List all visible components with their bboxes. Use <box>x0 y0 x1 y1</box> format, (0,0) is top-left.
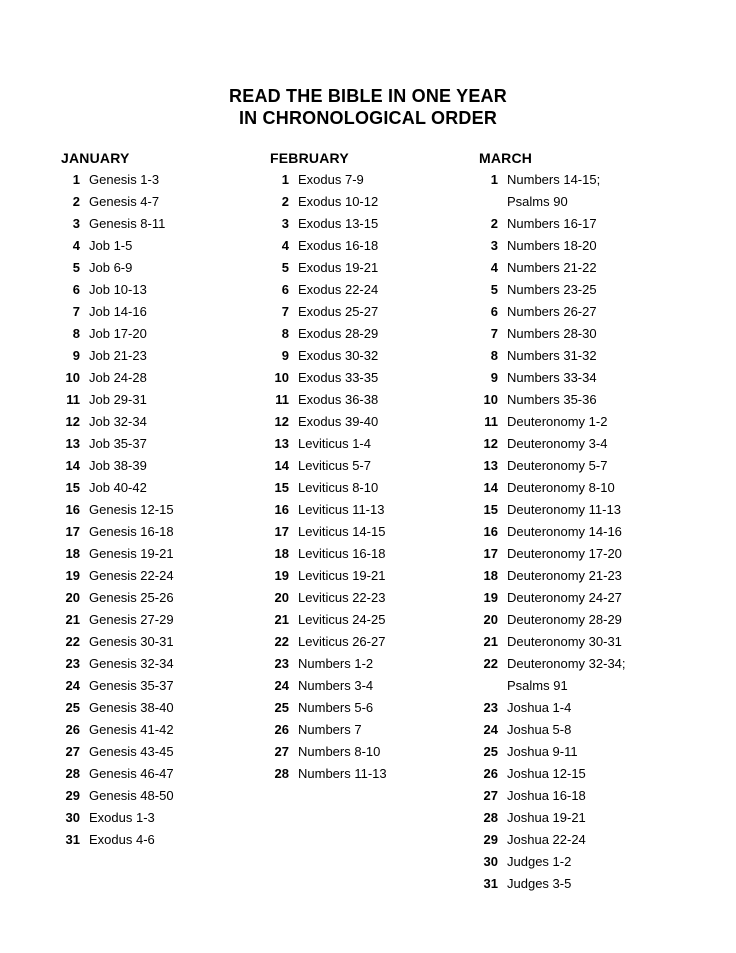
reading-row <box>270 587 476 609</box>
month-header: MARCH <box>479 150 533 166</box>
reading-row <box>61 279 267 301</box>
reading-row <box>479 477 685 499</box>
reading-row <box>479 499 685 521</box>
reading-row <box>479 609 685 631</box>
reading-row <box>61 521 267 543</box>
reading-row <box>61 763 267 785</box>
reading-text: Psalms 91 <box>507 678 568 693</box>
day-number: 28 <box>483 810 498 825</box>
month-column-january <box>61 147 267 851</box>
day-number: 11 <box>275 392 289 407</box>
reading-row <box>61 169 267 191</box>
day-number: 2 <box>490 216 498 231</box>
day-number: 11 <box>484 414 498 429</box>
reading-text: Exodus 7-9 <box>298 172 364 187</box>
reading-text: Deuteronomy 24-27 <box>507 590 622 605</box>
reading-text: Exodus 10-12 <box>298 194 379 209</box>
reading-row <box>479 367 685 389</box>
day-number: 23 <box>274 656 289 671</box>
day-number: 31 <box>65 832 80 847</box>
day-number: 29 <box>65 788 80 803</box>
reading-text: Genesis 19-21 <box>89 546 174 561</box>
reading-text: Job 21-23 <box>89 348 147 363</box>
day-number: 12 <box>274 414 289 429</box>
reading-row <box>61 741 267 763</box>
day-number: 13 <box>483 458 498 473</box>
reading-text: Job 6-9 <box>89 260 133 275</box>
day-number: 17 <box>65 524 80 539</box>
reading-text: Job 17-20 <box>89 326 147 341</box>
day-number: 1 <box>281 172 289 187</box>
day-number: 19 <box>483 590 498 605</box>
reading-row <box>270 521 476 543</box>
reading-row <box>270 609 476 631</box>
reading-text: Job 38-39 <box>89 458 147 473</box>
reading-row <box>61 785 267 807</box>
day-number: 20 <box>483 612 498 627</box>
reading-text: Genesis 27-29 <box>89 612 174 627</box>
reading-row <box>479 785 685 807</box>
reading-text: Deuteronomy 30-31 <box>507 634 622 649</box>
reading-row <box>479 719 685 741</box>
reading-row <box>479 873 685 895</box>
reading-text: Numbers 7 <box>298 722 362 737</box>
day-number: 21 <box>274 612 289 627</box>
reading-row <box>270 323 476 345</box>
reading-row <box>270 191 476 213</box>
day-number: 25 <box>483 744 498 759</box>
reading-text: Numbers 3-4 <box>298 678 374 693</box>
reading-row <box>270 455 476 477</box>
day-number: 1 <box>490 172 498 187</box>
reading-text: Joshua 5-8 <box>507 722 572 737</box>
reading-text: Exodus 25-27 <box>298 304 379 319</box>
day-number: 14 <box>274 458 289 473</box>
reading-text: Job 1-5 <box>89 238 133 253</box>
reading-text: Exodus 30-32 <box>298 348 379 363</box>
reading-text: Genesis 16-18 <box>89 524 174 539</box>
reading-row <box>479 851 685 873</box>
reading-row <box>61 235 267 257</box>
reading-text: Job 10-13 <box>89 282 147 297</box>
month-header: FEBRUARY <box>270 150 349 166</box>
day-number: 23 <box>483 700 498 715</box>
day-number: 20 <box>274 590 289 605</box>
reading-row <box>270 411 476 433</box>
reading-text: Deuteronomy 17-20 <box>507 546 622 561</box>
reading-text: Numbers 21-22 <box>507 260 597 275</box>
reading-row <box>270 345 476 367</box>
reading-text: Deuteronomy 8-10 <box>507 480 615 495</box>
day-number: 3 <box>490 238 498 253</box>
reading-text: Leviticus 11-13 <box>298 502 385 517</box>
day-number: 5 <box>72 260 80 275</box>
reading-row <box>479 763 685 785</box>
reading-text: Leviticus 1-4 <box>298 436 371 451</box>
reading-text: Job 29-31 <box>89 392 147 407</box>
reading-text: Numbers 35-36 <box>507 392 597 407</box>
page-title <box>0 85 736 129</box>
reading-text: Job 24-28 <box>89 370 147 385</box>
day-number: 23 <box>65 656 80 671</box>
reading-row <box>270 433 476 455</box>
day-number: 3 <box>72 216 80 231</box>
reading-text: Deuteronomy 21-23 <box>507 568 622 583</box>
reading-row <box>479 455 685 477</box>
reading-row <box>61 653 267 675</box>
month-column-march <box>479 147 685 895</box>
reading-text: Numbers 23-25 <box>507 282 597 297</box>
reading-row <box>479 675 685 697</box>
reading-text: Genesis 41-42 <box>89 722 174 737</box>
reading-text: Deuteronomy 3-4 <box>507 436 608 451</box>
day-number: 5 <box>490 282 498 297</box>
reading-row <box>270 301 476 323</box>
day-number: 7 <box>72 304 80 319</box>
reading-text: Exodus 39-40 <box>298 414 379 429</box>
reading-text: Deuteronomy 5-7 <box>507 458 608 473</box>
reading-row <box>270 169 476 191</box>
reading-row <box>61 191 267 213</box>
day-number: 17 <box>483 546 498 561</box>
day-number: 15 <box>274 480 289 495</box>
month-header: JANUARY <box>61 150 130 166</box>
day-number: 8 <box>490 348 498 363</box>
day-number: 2 <box>72 194 80 209</box>
day-number: 27 <box>65 744 80 759</box>
day-number: 16 <box>274 502 289 517</box>
reading-row <box>61 411 267 433</box>
reading-text: Numbers 16-17 <box>507 216 597 231</box>
day-number: 18 <box>274 546 289 561</box>
day-number: 4 <box>490 260 498 275</box>
reading-text: Genesis 25-26 <box>89 590 174 605</box>
day-number: 25 <box>274 700 289 715</box>
day-number: 10 <box>483 392 498 407</box>
reading-text: Exodus 22-24 <box>298 282 379 297</box>
day-number: 22 <box>483 656 498 671</box>
reading-row <box>270 389 476 411</box>
day-number: 28 <box>65 766 80 781</box>
reading-row <box>61 609 267 631</box>
reading-text: Genesis 8-11 <box>89 216 166 231</box>
reading-row <box>479 301 685 323</box>
reading-text: Leviticus 16-18 <box>298 546 386 561</box>
day-number: 15 <box>483 502 498 517</box>
day-number: 12 <box>483 436 498 451</box>
reading-row <box>270 653 476 675</box>
reading-row <box>479 389 685 411</box>
day-number: 2 <box>281 194 289 209</box>
reading-row <box>479 191 685 213</box>
reading-text: Job 35-37 <box>89 436 147 451</box>
day-number: 29 <box>483 832 498 847</box>
reading-text: Joshua 19-21 <box>507 810 586 825</box>
reading-text: Joshua 1-4 <box>507 700 572 715</box>
reading-text: Job 32-34 <box>89 414 147 429</box>
day-number: 14 <box>483 480 498 495</box>
day-number: 13 <box>274 436 289 451</box>
day-number: 7 <box>490 326 498 341</box>
day-number: 8 <box>72 326 80 341</box>
reading-text: Deuteronomy 28-29 <box>507 612 622 627</box>
day-number: 19 <box>274 568 289 583</box>
day-number: 10 <box>274 370 289 385</box>
reading-text: Job 14-16 <box>89 304 147 319</box>
reading-row <box>270 235 476 257</box>
reading-row <box>61 631 267 653</box>
reading-row <box>61 829 267 851</box>
reading-text: Numbers 14-15; <box>507 172 601 187</box>
reading-row <box>479 521 685 543</box>
day-number: 8 <box>281 326 289 341</box>
reading-text: Joshua 12-15 <box>507 766 586 781</box>
day-number: 17 <box>274 524 289 539</box>
reading-row <box>270 257 476 279</box>
reading-row <box>61 345 267 367</box>
day-number: 12 <box>65 414 80 429</box>
reading-row <box>270 279 476 301</box>
reading-text: Joshua 22-24 <box>507 832 586 847</box>
reading-row <box>270 565 476 587</box>
page-title-line-2: IN CHRONOLOGICAL ORDER <box>238 108 498 128</box>
day-number: 5 <box>281 260 289 275</box>
reading-row <box>61 257 267 279</box>
reading-row <box>61 565 267 587</box>
reading-text: Genesis 48-50 <box>89 788 174 803</box>
reading-text: Deuteronomy 11-13 <box>507 502 621 517</box>
day-number: 9 <box>490 370 498 385</box>
reading-text: Genesis 43-45 <box>89 744 174 759</box>
reading-text: Judges 3-5 <box>507 876 572 891</box>
reading-row <box>61 543 267 565</box>
day-number: 18 <box>65 546 80 561</box>
reading-row <box>479 653 685 675</box>
reading-row <box>479 433 685 455</box>
day-number: 22 <box>65 634 80 649</box>
day-number: 4 <box>281 238 289 253</box>
reading-row <box>61 697 267 719</box>
day-number: 25 <box>65 700 80 715</box>
reading-row <box>270 543 476 565</box>
reading-text: Leviticus 8-10 <box>298 480 379 495</box>
day-number: 21 <box>65 612 80 627</box>
reading-row <box>61 807 267 829</box>
reading-row <box>479 257 685 279</box>
day-number: 11 <box>66 392 80 407</box>
day-number: 31 <box>483 876 498 891</box>
reading-row <box>270 697 476 719</box>
page-title-line-1: READ THE BIBLE IN ONE YEAR <box>229 86 507 106</box>
reading-text: Exodus 16-18 <box>298 238 379 253</box>
day-number: 15 <box>65 480 80 495</box>
day-number: 6 <box>490 304 498 319</box>
reading-text: Exodus 36-38 <box>298 392 379 407</box>
reading-row <box>479 543 685 565</box>
reading-text: Leviticus 22-23 <box>298 590 386 605</box>
reading-row <box>479 345 685 367</box>
day-number: 16 <box>65 502 80 517</box>
day-number: 21 <box>483 634 498 649</box>
reading-row <box>479 235 685 257</box>
reading-text: Psalms 90 <box>507 194 568 209</box>
reading-text: Exodus 19-21 <box>298 260 379 275</box>
reading-row <box>479 169 685 191</box>
reading-row <box>270 499 476 521</box>
reading-row <box>270 631 476 653</box>
reading-row <box>61 587 267 609</box>
reading-row <box>270 719 476 741</box>
reading-row <box>479 829 685 851</box>
day-number: 26 <box>274 722 289 737</box>
day-number: 6 <box>281 282 289 297</box>
day-number: 22 <box>274 634 289 649</box>
day-number: 3 <box>281 216 289 231</box>
reading-row <box>479 323 685 345</box>
reading-row <box>479 631 685 653</box>
reading-text: Exodus 28-29 <box>298 326 379 341</box>
reading-text: Genesis 32-34 <box>89 656 174 671</box>
reading-text: Numbers 31-32 <box>507 348 597 363</box>
reading-row <box>61 477 267 499</box>
reading-text: Numbers 26-27 <box>507 304 597 319</box>
reading-row <box>479 213 685 235</box>
day-number: 13 <box>65 436 80 451</box>
reading-row <box>270 675 476 697</box>
reading-row <box>270 213 476 235</box>
reading-row <box>61 323 267 345</box>
reading-row <box>61 301 267 323</box>
month-column-february <box>270 147 476 785</box>
reading-text: Genesis 1-3 <box>89 172 160 187</box>
reading-text: Deuteronomy 1-2 <box>507 414 608 429</box>
reading-text: Genesis 35-37 <box>89 678 174 693</box>
reading-text: Deuteronomy 14-16 <box>507 524 622 539</box>
reading-text: Numbers 18-20 <box>507 238 597 253</box>
reading-row <box>61 499 267 521</box>
reading-text: Judges 1-2 <box>507 854 572 869</box>
reading-text: Genesis 12-15 <box>89 502 174 517</box>
reading-row <box>61 213 267 235</box>
day-number: 4 <box>72 238 80 253</box>
reading-text: Genesis 38-40 <box>89 700 174 715</box>
day-number: 9 <box>281 348 289 363</box>
day-number: 1 <box>72 172 80 187</box>
day-number: 14 <box>65 458 80 473</box>
reading-text: Numbers 8-10 <box>298 744 381 759</box>
reading-row <box>479 411 685 433</box>
day-number: 26 <box>483 766 498 781</box>
reading-text: Genesis 22-24 <box>89 568 174 583</box>
day-number: 30 <box>65 810 80 825</box>
reading-row <box>479 807 685 829</box>
day-number: 9 <box>72 348 80 363</box>
reading-row <box>270 477 476 499</box>
reading-text: Exodus 33-35 <box>298 370 379 385</box>
reading-text: Numbers 11-13 <box>298 766 387 781</box>
reading-text: Numbers 28-30 <box>507 326 597 341</box>
reading-row <box>479 741 685 763</box>
day-number: 10 <box>65 370 80 385</box>
reading-row <box>61 719 267 741</box>
reading-text: Leviticus 26-27 <box>298 634 386 649</box>
reading-row <box>479 565 685 587</box>
reading-row <box>479 697 685 719</box>
reading-text: Deuteronomy 32-34; <box>507 656 626 671</box>
day-number: 19 <box>65 568 80 583</box>
reading-text: Joshua 9-11 <box>507 744 578 759</box>
reading-text: Job 40-42 <box>89 480 147 495</box>
day-number: 16 <box>483 524 498 539</box>
day-number: 28 <box>274 766 289 781</box>
day-number: 24 <box>65 678 80 693</box>
reading-text: Numbers 33-34 <box>507 370 597 385</box>
reading-row <box>61 455 267 477</box>
reading-row <box>61 675 267 697</box>
reading-row <box>270 741 476 763</box>
reading-text: Genesis 4-7 <box>89 194 160 209</box>
day-number: 18 <box>483 568 498 583</box>
reading-text: Genesis 46-47 <box>89 766 174 781</box>
day-number: 7 <box>281 304 289 319</box>
reading-text: Joshua 16-18 <box>507 788 586 803</box>
reading-row <box>479 279 685 301</box>
reading-row <box>479 587 685 609</box>
reading-text: Leviticus 5-7 <box>298 458 371 473</box>
day-number: 24 <box>274 678 289 693</box>
reading-text: Exodus 13-15 <box>298 216 379 231</box>
reading-text: Genesis 30-31 <box>89 634 174 649</box>
reading-text: Leviticus 24-25 <box>298 612 386 627</box>
day-number: 24 <box>483 722 498 737</box>
reading-row <box>61 433 267 455</box>
day-number: 27 <box>274 744 289 759</box>
reading-text: Exodus 4-6 <box>89 832 155 847</box>
reading-text: Exodus 1-3 <box>89 810 155 825</box>
reading-row <box>270 763 476 785</box>
reading-text: Numbers 1-2 <box>298 656 374 671</box>
day-number: 27 <box>483 788 498 803</box>
day-number: 20 <box>65 590 80 605</box>
reading-row <box>61 389 267 411</box>
day-number: 26 <box>65 722 80 737</box>
reading-text: Leviticus 14-15 <box>298 524 386 539</box>
reading-row <box>61 367 267 389</box>
day-number: 6 <box>72 282 80 297</box>
reading-row <box>270 367 476 389</box>
day-number: 30 <box>483 854 498 869</box>
reading-text: Numbers 5-6 <box>298 700 374 715</box>
reading-text: Leviticus 19-21 <box>298 568 386 583</box>
